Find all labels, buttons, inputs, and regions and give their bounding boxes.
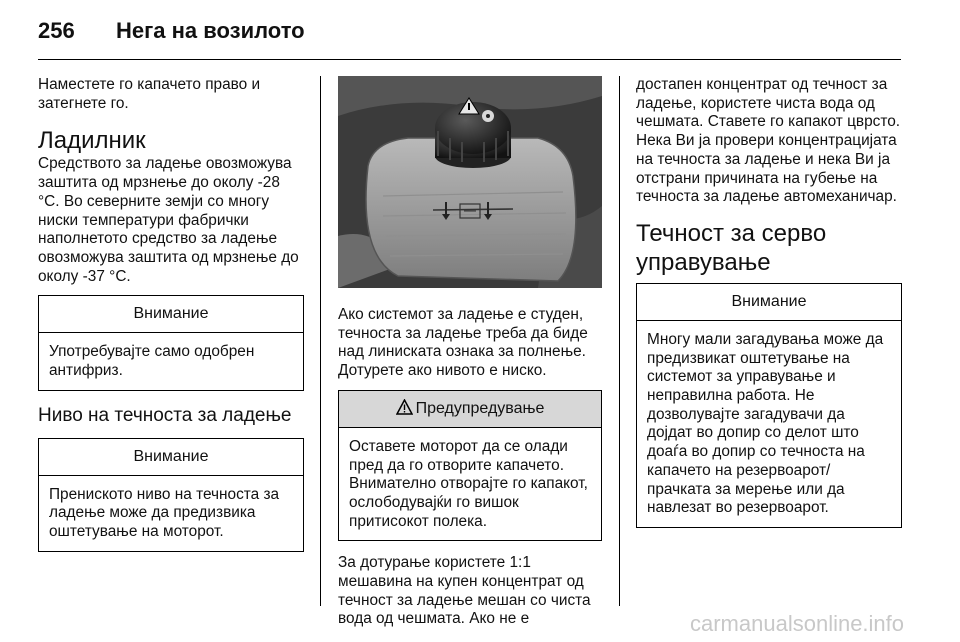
- column-3: [636, 76, 902, 528]
- section-title-power-steering: Течност за серво управување: [636, 219, 827, 276]
- notice-heading: Внимание: [39, 296, 303, 333]
- header-rule: [38, 59, 901, 60]
- page-title: Нега на возилото: [116, 18, 305, 43]
- page-number: 256: [38, 18, 75, 43]
- notice-heading: Внимание: [39, 439, 303, 476]
- subsection-title-coolant-level: Ниво на течноста за ладење: [38, 404, 292, 426]
- warning-heading-row: [339, 391, 601, 428]
- notice-text: Многу мали загадувања може да предизвикат оштетување на системот за управување и неправилна работа. Не дозволувајте загадувачи да дојдат во допир со делот што доаѓа во допир со течноста на капачето на резервоарот/прачката за мерење или да навлезат во резервоарот.: [647, 330, 884, 517]
- column-divider-1: [320, 76, 321, 606]
- column-2: [338, 76, 602, 629]
- section-title-radiator: Ладилник: [38, 127, 146, 155]
- warning-triangle-icon: [396, 399, 413, 415]
- warning-heading: Предупредување: [415, 399, 545, 417]
- column-1: [38, 76, 304, 552]
- notice-box-power-steering: [636, 283, 902, 528]
- notice-text: Употребувајте само одобрен антифриз.: [49, 343, 255, 380]
- refill-paragraph: За дотурање користете 1:1 мешавина на купен концентрат од течност за ладење мешан со чиста вода од чешмата. Ако не е: [338, 554, 591, 628]
- radiator-paragraph: Средството за ладење овозможува заштита од мрзнење до околу -28 °C. Во северните земји со многу ниски температури фабрички наполнетото средство за ладење овозможува заштита од мрзнење до околу -37 °C.: [38, 155, 299, 285]
- coolant-reservoir-illustration: [338, 76, 602, 288]
- warning-text: Оставете моторот да се олади пред да го отворите капачето. Внимателно отворајте го капакот, ослободувајќи го вишок притисокот полека.: [349, 437, 588, 530]
- coolant-level-paragraph: Ако системот за ладење е студен, течноста за ладење треба да биде над линиската ознака за полнење. Дотурете ако нивото е ниско.: [338, 306, 588, 380]
- notice-box-coolant-level: [38, 438, 304, 552]
- watermark-text: carmanualsonline.info: [690, 611, 905, 636]
- notice-box-antifreeze: [38, 295, 304, 390]
- intro-paragraph: Наместете го капачето право и затегнете го.: [38, 76, 261, 112]
- coolant-reservoir-photo: [338, 76, 602, 288]
- continued-paragraph: достапен концентрат од течност за ладење, користете чиста вода од чешмата. Ставете го капакот цврсто. Нека Ви ја провери концентрацијата на течноста за ладење и нека Ви ја отстрани причината на губење на течноста за ладење автомеханичар.: [636, 76, 901, 206]
- warning-box-hot-engine: [338, 390, 602, 542]
- notice-heading: Внимание: [637, 284, 901, 321]
- column-divider-2: [619, 76, 620, 606]
- notice-text: Прениското ниво на течноста за ладење може да предизвика оштетување на моторот.: [49, 485, 280, 541]
